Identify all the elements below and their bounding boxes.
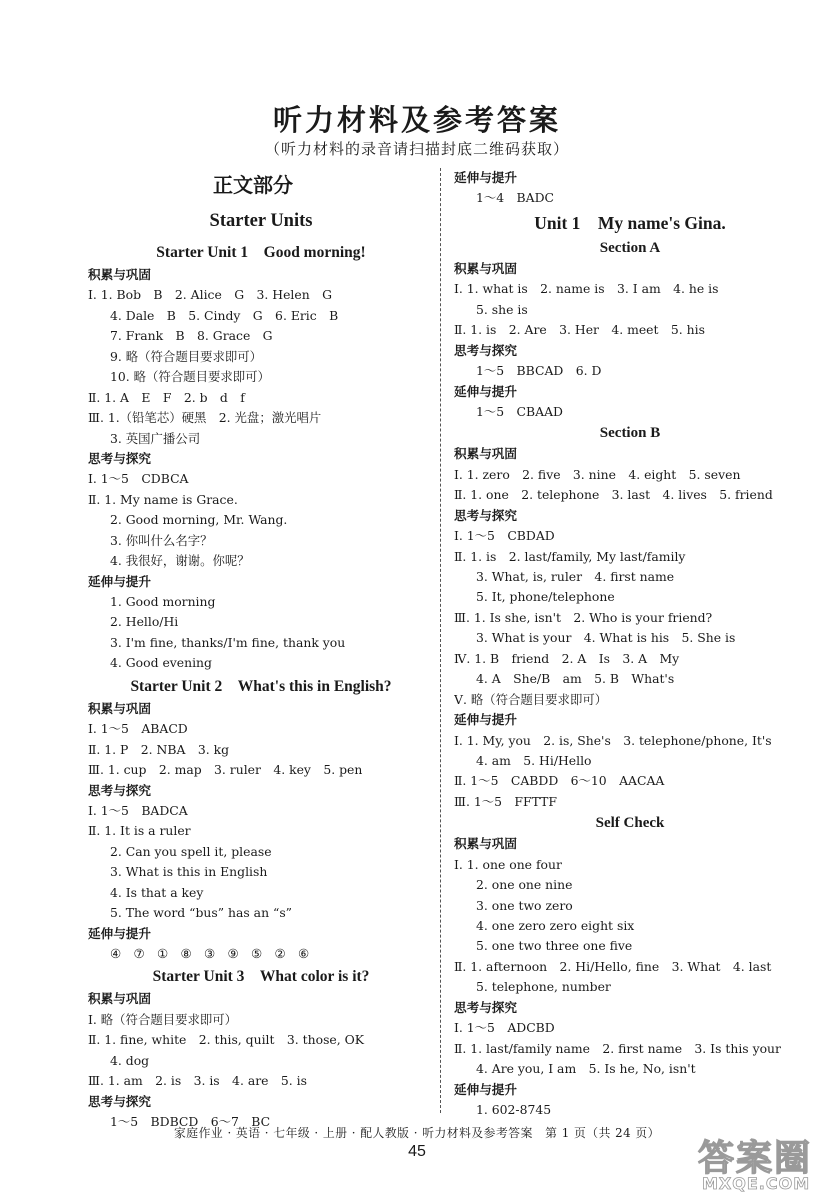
answer-line: 5. one two three one five <box>476 938 633 954</box>
answer-line: Ⅱ. 1. It is a ruler <box>88 823 191 839</box>
answer-line: Ⅰ. 1. My, you 2. is, She's 3. telephone/phone, It's <box>454 732 772 748</box>
section-heading: 积累与巩固 <box>88 700 151 716</box>
section-heading: 延伸与提升 <box>454 170 517 185</box>
page-number: 45 <box>408 1143 426 1160</box>
answer-line: Ⅰ. 1. what is 2. name is 3. I am 4. he is <box>454 281 719 297</box>
answer-line: Ⅱ. 1. last/family name 2. first name 3. Is this your <box>454 1040 781 1056</box>
section-heading: 积累与巩固 <box>454 446 517 462</box>
self-check-title: Self Check <box>595 815 665 832</box>
section-heading: 思考与探究 <box>454 507 517 523</box>
answer-line: 1～4 BADC <box>476 190 555 206</box>
answer-line: 1～5 CBAAD <box>476 403 563 419</box>
page-subtitle: （听力材料的录音请扫描封底二维码获取） <box>264 140 569 158</box>
page-title: 听力材料及参考答案 <box>272 103 561 137</box>
section-heading: 积累与巩固 <box>454 836 517 852</box>
answer-line: ④ ⑦ ① ⑧ ③ ⑨ ⑤ ② ⑥ <box>110 946 310 961</box>
answer-line: 2. Can you spell it, please <box>110 843 272 859</box>
starter-units-title: Starter Units <box>209 211 313 231</box>
answer-line: 4. Are you, I am 5. Is he, No, isn't <box>476 1061 696 1077</box>
answer-line: Ⅰ. 1～5 ABACD <box>88 721 188 737</box>
answer-line: 3. What is this in English <box>110 864 268 880</box>
part-title: 正文部分 <box>213 173 293 197</box>
answer-line: Ⅱ. 1. My name is Grace. <box>88 491 238 507</box>
answer-line: 3. What is your 4. What is his 5. She is <box>476 630 736 646</box>
answer-line: Ⅱ. 1. P 2. NBA 3. kg <box>88 741 230 757</box>
starter-unit-2-title: Starter Unit 2 What's this in English? <box>130 677 392 695</box>
answer-line: Ⅱ. 1. afternoon 2. Hi/Hello, fine 3. What 4. last <box>454 958 772 974</box>
answer-line: 5. telephone, number <box>476 979 611 995</box>
answer-line: Ⅱ. 1. one 2. telephone 3. last 4. lives 5. friend <box>454 487 773 503</box>
starter-unit-1-title: Starter Unit 1 Good morning! <box>156 244 366 261</box>
section-heading: 延伸与提升 <box>88 925 151 941</box>
section-heading: 思考与探究 <box>454 342 517 358</box>
section-heading: 思考与探究 <box>88 782 151 798</box>
section-heading: 延伸与提升 <box>454 712 517 728</box>
answer-line: 5. she is <box>476 301 528 317</box>
answer-line: 4. Is that a key <box>110 884 204 900</box>
answer-line: 3. 你叫什么名字？ <box>110 532 213 548</box>
unit-1-title: Unit 1 My name's Gina. <box>534 212 726 233</box>
answer-line: 1～5 BDBCD 6～7 BC <box>110 1114 271 1130</box>
section-heading: 积累与巩固 <box>88 267 151 282</box>
answer-line: Ⅰ. 1～5 CBDAD <box>454 528 555 544</box>
answer-line: 9. 略（符合题目要求即可） <box>110 348 263 364</box>
answer-line: Ⅰ. 略（符合题目要求即可） <box>88 1011 238 1027</box>
answer-line: Ⅰ. 1. Bob B 2. Alice G 3. Helen G <box>88 287 332 303</box>
answer-line: Ⅲ. 1.（铅笔芯）硬黑 2. 光盘；激光唱片 <box>88 410 322 426</box>
answer-line: 3. 英国广播公司 <box>110 430 201 446</box>
answer-line: Ⅰ. 1～5 CDBCA <box>88 471 189 487</box>
section-heading: 思考与探究 <box>454 999 517 1015</box>
answer-line: Ⅳ. 1. B friend 2. A Is 3. A My <box>454 650 680 666</box>
answer-line: 1. 602-8745 <box>476 1101 552 1117</box>
section-heading: 延伸与提升 <box>88 573 151 589</box>
answer-line: 5. It, phone/telephone <box>476 589 615 605</box>
section-heading: 思考与探究 <box>88 450 151 466</box>
answer-line: 2. Good morning, Mr. Wang. <box>110 512 288 528</box>
answer-line: 3. one two zero <box>476 897 573 913</box>
answer-line: 4. Good evening <box>110 655 212 671</box>
answer-line: Ⅱ. 1. A E F 2. b d f <box>88 389 245 405</box>
answer-line: Ⅰ. 1～5 ADCBD <box>454 1020 555 1036</box>
answer-line: 1. Good morning <box>110 594 216 609</box>
answer-line: Ⅱ. 1～5 CABDD 6～10 AACAA <box>454 773 665 789</box>
answer-line: Ⅴ. 略（符合题目要求即可） <box>454 691 608 707</box>
answer-line: 3. I'm fine, thanks/I'm fine, thank you <box>110 634 346 650</box>
answer-line: 2. Hello/Hi <box>110 614 179 630</box>
answer-line: 2. one one nine <box>476 877 573 893</box>
right-column <box>454 168 806 1120</box>
section-b-title: Section B <box>599 425 661 442</box>
answer-line: Ⅲ. 1～5 FFTTF <box>454 793 557 809</box>
watermark-logo: 答案圈 <box>698 1138 813 1179</box>
section-heading: 延伸与提升 <box>454 383 517 399</box>
answer-line: 3. What, is, ruler 4. first name <box>476 569 675 584</box>
answer-line: 10. 略（符合题目要求即可） <box>110 369 270 385</box>
answer-line: Ⅱ. 1. fine, white 2. this, quilt 3. those, OK <box>88 1032 365 1048</box>
section-heading: 延伸与提升 <box>454 1081 517 1097</box>
page-footer: 家庭作业 · 英语 · 七年级 · 上册 · 配人教版 · 听力材料及参考答案 第 1 页（共 24 页） <box>174 1126 660 1140</box>
answer-line: Ⅰ. 1. one one four <box>454 856 562 872</box>
left-column <box>88 168 434 1133</box>
watermark-url: MXQE.COM <box>702 1174 811 1193</box>
answer-line: 4. am 5. Hi/Hello <box>476 752 592 768</box>
answer-line: 4. 我很好，谢谢。你呢？ <box>110 553 250 569</box>
answer-line: 4. dog <box>110 1052 150 1068</box>
answer-line: 4. A She/B am 5. B What's <box>476 671 675 687</box>
answer-line: 4. Dale B 5. Cindy G 6. Eric B <box>110 307 339 323</box>
answer-line: 5. The word “bus” has an “s” <box>110 905 293 921</box>
section-heading: 积累与巩固 <box>88 991 151 1007</box>
answer-line: Ⅲ. 1. Is she, isn't 2. Who is your friend? <box>454 609 713 625</box>
answer-line: Ⅲ. 1. cup 2. map 3. ruler 4. key 5. pen <box>88 762 363 778</box>
section-heading: 思考与探究 <box>88 1093 151 1109</box>
column-divider <box>440 168 441 1113</box>
answer-line: Ⅱ. 1. is 2. last/family, My last/family <box>454 548 686 564</box>
section-a-title: Section A <box>599 239 661 256</box>
answer-line: 7. Frank B 8. Grace G <box>110 328 273 344</box>
answer-line: Ⅱ. 1. is 2. Are 3. Her 4. meet 5. his <box>454 322 705 338</box>
section-heading: 积累与巩固 <box>454 260 517 276</box>
answer-line: 4. one zero zero eight six <box>476 918 635 933</box>
answer-line: Ⅲ. 1. am 2. is 3. is 4. are 5. is <box>88 1073 307 1089</box>
answer-line: 1～5 BBCAD 6. D <box>476 363 602 379</box>
answer-line: Ⅰ. 1. zero 2. five 3. nine 4. eight 5. seven <box>454 466 741 482</box>
answer-line: Ⅰ. 1～5 BADCA <box>88 802 188 818</box>
starter-unit-3-title: Starter Unit 3 What color is it? <box>152 968 370 986</box>
